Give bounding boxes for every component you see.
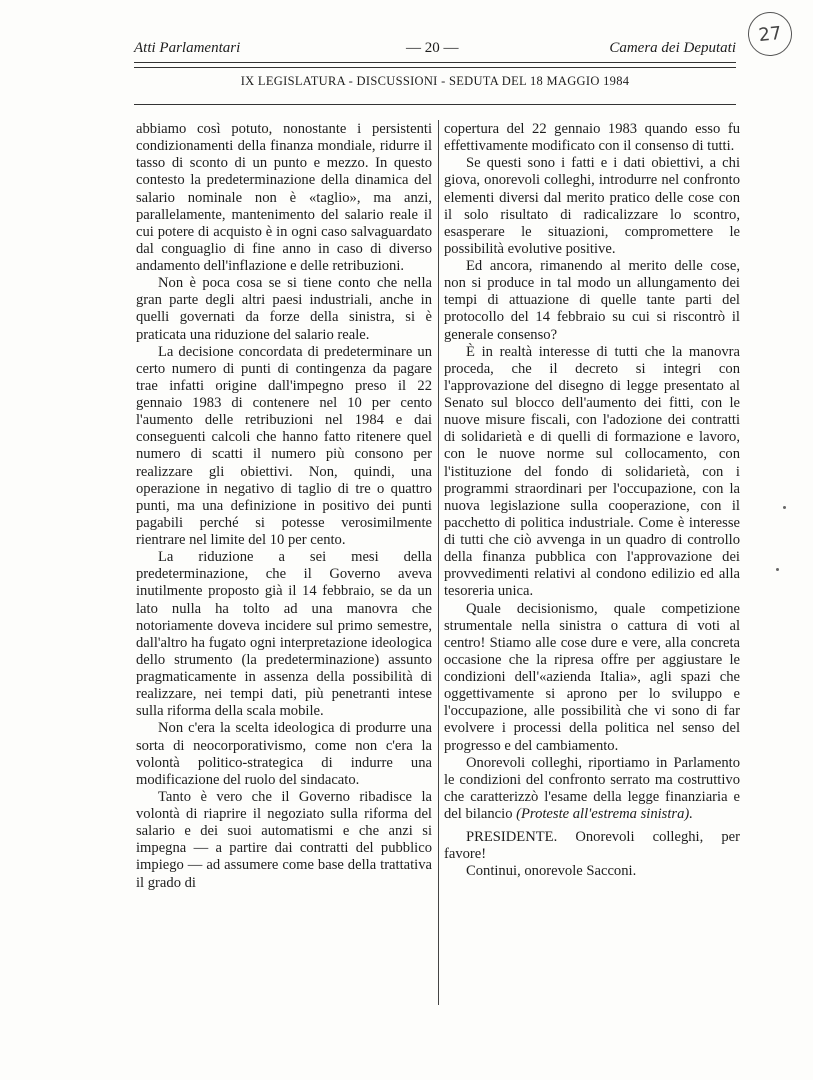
right-column [444,121,740,881]
closing-paragraph [444,755,740,824]
paragraph: abbiamo così potuto, nonostante i persistenti condizionamenti della finanza mondiale, ridurre il tasso di sconto di un punto e mezzo. In questo contesto la predeterminazione della dinamica del salario nominale non è «taglio», ma anzi, parallelamente, mantenimento del salario reale il cui potere di acquisto è in ogni caso salvaguardato dal conguaglio di fine anno in caso di diverso andamento dell'inflazione e delle retribuzioni. [136,121,432,274]
paragraph: La decisione concordata di predeterminare un certo numero di punti di contingenza da pagare trae infatti origine dall'impegno preso il 22 gennaio 1983 di contenere nel 10 per cento l'aumento delle retribuzioni nel 1984 e dai conseguenti calcoli che hanno fatto ritenere quel numero di scatti il numero più consono per realizzare gli obiettivi. Non, quindi, una operazione in negativo di taglio di tre o quattro punti, ma una definizione in positivo dei punti pagabili perché si potesse verosimilmente rientrare nel limite del 10 per cento. [136,343,432,548]
speaker-name: PRESIDENTE. [466,829,558,846]
paragraph: È in realtà interesse di tutti che la manovra proceda, che il decreto si integri con l'approvazione del disegno di legge presentato al Senato sul blocco dell'aumento dei fitti, con le nuove misure fiscali, con l'adozione dei contratti di solidarietà e di quelli di formazione e lavoro, con le nuove norme sul collocamento, con l'istituzione del fondo di solidarietà, con i programmi straordinari per l'occupazione, con la nuova legislazione sulla cooperazione, con il pacchetto di politica industriale. Come è interesse di tutti che ciò avvenga in un quadro di controllo della finanza pubblica con l'approvazione dei provvedimenti relativi al condono edilizio ed alla tesoreria unica. [444,343,740,600]
interjection: (Proteste all'estrema sinistra). [516,806,693,822]
session-line: IX LEGISLATURA - DISCUSSIONI - SEDUTA DEL 18 MAGGIO 1984 [240,74,630,88]
header-publication: Atti Parlamentari [134,40,241,56]
scan-speck [783,506,786,509]
paragraph: Non c'era la scelta ideologica di produrre una sorta di neocorporativismo, come non c'era la volontà politico-strategica di indurre una modificazione del ruolo del sindacato. [136,720,432,788]
column-divider [438,120,439,1005]
header-chamber: Camera dei Deputati [609,40,736,56]
paragraph: Quale decisionismo, quale competizione strumentale nella sinistra o cattura di voti al centro! Stiamo alle cose dure e vere, alla concreta occasione che la ripresa offre per aggiustare le condizioni dell'«azienda Italia», agli spazi che oggettivamente si aprono per lo sviluppo e l'occupazione, alle possibilità che vi sono di far evolvere i processi della politica nel senso del progresso e del cambiamento. [444,600,740,754]
paragraph: Ed ancora, rimanendo al merito delle cose, non si produce in tal modo un allungamento dei tempi di attuazione di quelle tante parti del protocollo del 14 febbraio su cui si riscontrò il generale consenso? [444,258,740,343]
scan-speck [776,568,779,571]
paragraph: Tanto è vero che il Governo ribadisce la volontà di riaprire il negoziato sulla riforma del salario e dei suoi automatismi e che anzi si impegna — a partire dai contratti del pubblico impiego — ad assumere come base della trattativa il grado di [136,788,432,891]
paragraph: La riduzione a sei mesi della predeterminazione, che il Governo aveva inutilmente proposto già il 14 febbraio, se da un lato nulla ha tolto ad una manovra che notoriamente doveva incidere sul primo semestre, dall'altro ha fugato ogni interpretazione ideologica dello strumento (la predeterminazione) assunto pragmaticamente in assenza della possibilità di realizzare, nei tempi dati, più penetranti intese sulla riforma della scala mobile. [136,549,432,720]
header-double-rule [134,62,736,68]
paragraph: Se questi sono i fatti e i dati obiettivi, a chi giova, onorevoli colleghi, introdurre nel confronto elementi diversi dal merito pratico delle cose con il solo risultato di radicalizzare lo scontro, esasperare le situazioni, compromettere le possibilità evolutive positive. [444,155,740,257]
page-header [134,38,736,60]
handwritten-page-stamp: 27 [746,10,794,58]
page-number: — 20 — [406,40,459,56]
president-remark-2: Continui, onorevole Sacconi. [466,863,637,880]
closing-text: Onorevoli colleghi, riportiamo in Parlamento le condizioni del confronto serrato ma costruttivo che caratterizzò l'esame della legge finanziaria e del bilancio [444,754,740,822]
president-line-1: Onorevoli colleghi, per favore! [444,829,740,863]
paragraph: Non è poca cosa se si tiene conto che nella gran parte degli altri paesi industriali, anche in quelli governati da forze della sinistra, si è praticata una riduzione del salario reale. [136,275,432,343]
left-column [136,121,432,892]
president-remark [444,829,740,863]
header-bottom-rule [134,104,736,105]
paragraph: copertura del 22 gennaio 1983 quando esso fu effettivamente modificato con il consenso di tutti. [444,121,740,155]
